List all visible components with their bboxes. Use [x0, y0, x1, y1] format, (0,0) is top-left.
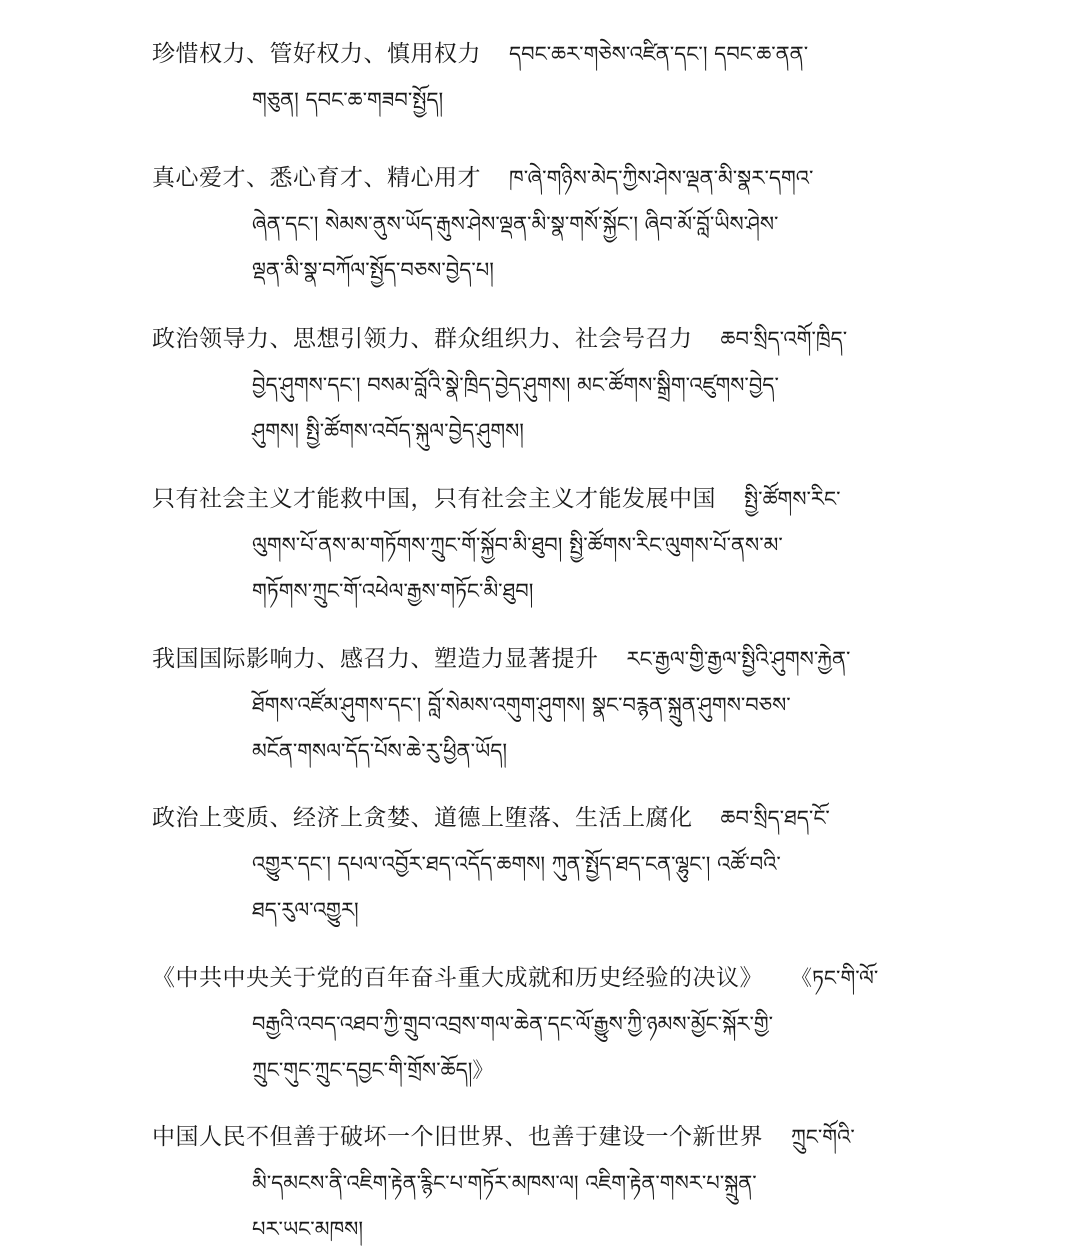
chinese-term: 只有社会主义才能救中国，只有社会主义才能发展中国 [152, 486, 716, 512]
entry-continuation-line [152, 408, 932, 454]
tibetan-translation-line: མངོན་གསལ་དོད་པོས་ཆེ་རུ་ཕྱིན་ཡོད། [252, 739, 508, 763]
entry-continuation-line [152, 728, 932, 774]
tibetan-translation-line: མི་དམངས་ནི་འཇིག་རྟེན་རྙིང་པ་གཏོར་མཁས་ལ། འཇིག་རྟེན་གསར་པ་སྐྲུན་ [252, 1171, 757, 1195]
tibetan-translation-line: ཀྲུང་གོའི་ [791, 1125, 855, 1149]
tibetan-translation-line: ཐོགས་འཛོམ་ཤུགས་དང་། བློ་སེམས་འགུག་ཤུགས། སྣང་བརྙན་སྐྲུན་ཤུགས་བཅས་ [252, 693, 791, 717]
entry-continuation-line [152, 1047, 932, 1093]
tibetan-translation-line: རང་རྒྱལ་གྱི་རྒྱལ་སྤྱིའི་ཤུགས་རྐྱེན་ [626, 647, 851, 671]
chinese-term: 政治领导力、思想引领力、群众组织力、社会号召力 [152, 326, 693, 352]
tibetan-translation-line: ཀྲུང་གུང་ཀྲུང་དབྱང་གི་གྲོས་ཆོད།》 [252, 1058, 494, 1082]
entry-continuation-line [152, 568, 932, 614]
entry-4 [152, 476, 932, 614]
tibetan-translation-line: ཐད་རུལ་འགྱུར། [252, 898, 359, 922]
entry-first-line [152, 31, 932, 77]
tibetan-translation-line: གཅུན། དབང་ཆ་གཟབ་སྤྱོད། [252, 88, 444, 112]
entry-first-line [152, 795, 932, 841]
entry-continuation-line [152, 247, 932, 293]
tibetan-translation-line: ཤུགས། སྤྱི་ཚོགས་འབོད་སྐུལ་བྱེད་ཤུགས། [252, 419, 524, 443]
entry-first-line [152, 316, 932, 362]
tibetan-translation-line: བྱེད་ཤུགས་དང་། བསམ་བློའི་སྣེ་ཁྲིད་བྱེད་ཤུགས། མང་ཚོགས་སྒྲིག་འཛུགས་བྱེད་ [252, 373, 779, 397]
entry-first-line [152, 476, 932, 522]
tibetan-translation-line: པར་ཡང་མཁས། [252, 1217, 363, 1241]
entry-continuation-line [152, 841, 932, 887]
tibetan-translation-line: ལྡན་མི་སྣ་བཀོལ་སྤྱོད་བཅས་བྱེད་པ། [252, 258, 494, 282]
tibetan-translation-line: ཁ་ཞེ་གཉིས་མེད་ཀྱིས་ཤེས་ལྡན་མི་སྣར་དགའ་ [509, 166, 814, 190]
entry-continuation-line [152, 1206, 932, 1252]
entry-3 [152, 316, 932, 454]
entry-continuation-line [152, 682, 932, 728]
chinese-term: 政治上变质、经济上贪婪、道德上堕落、生活上腐化 [152, 805, 693, 831]
tibetan-translation-line: ཆབ་སྲིད་འགོ་ཁྲིད་ [720, 327, 848, 351]
entry-continuation-line [152, 887, 932, 933]
entry-continuation-line [152, 77, 932, 123]
entry-5 [152, 636, 932, 774]
tibetan-translation-line: འགྱུར་དང་། དཔལ་འབྱོར་ཐད་འདོད་ཆགས། ཀུན་སྤྱོད་ཐད་ངན་ལྷུང་། འཚོ་བའི་ [252, 852, 781, 876]
entry-continuation-line [152, 362, 932, 408]
entry-7 [152, 955, 932, 1093]
tibetan-translation-line: དབང་ཆར་གཅེས་འཛིན་དང་། དབང་ཆ་ནན་ [509, 42, 809, 66]
entry-1 [152, 31, 932, 123]
tibetan-translation-line: བརྒྱའི་འབད་འཐབ་ཀྱི་གྲུབ་འབྲས་གལ་ཆེན་དང་ལོ་རྒྱུས་ཀྱི་ཉམས་མྱོང་སྐོར་གྱི་ [252, 1012, 774, 1036]
chinese-term: 《中共中央关于党的百年奋斗重大成就和历史经验的决议》 [152, 965, 763, 991]
entry-8 [152, 1114, 932, 1252]
entry-first-line [152, 155, 932, 201]
tibetan-translation-line: ལུགས་པོ་ནས་མ་གཏོགས་ཀྲུང་གོ་སྐྱོབ་མི་ཐུབ། སྤྱི་ཚོགས་རིང་ལུགས་པོ་ནས་མ་ [252, 533, 783, 557]
tibetan-translation-line: སྤྱི་ཚོགས་རིང་ [744, 487, 841, 511]
entry-first-line [152, 955, 932, 1001]
tibetan-translation-line: གཏོགས་ཀྲུང་གོ་འཕེལ་རྒྱས་གཏོང་མི་ཐུབ། [252, 579, 534, 603]
tibetan-translation-line: ཆབ་སྲིད་ཐད་ངོ་ [720, 806, 830, 830]
tibetan-translation-line: 《ཏང་གི་ལོ་ [791, 966, 879, 990]
entry-first-line [152, 636, 932, 682]
entry-continuation-line [152, 522, 932, 568]
chinese-term: 真心爱才、悉心育才、精心用才 [152, 165, 481, 191]
entry-continuation-line [152, 1001, 932, 1047]
chinese-term: 珍惜权力、管好权力、慎用权力 [152, 41, 481, 67]
entry-6 [152, 795, 932, 933]
entry-2 [152, 155, 932, 293]
chinese-term: 中国人民不但善于破坏一个旧世界、也善于建设一个新世界 [152, 1124, 763, 1150]
tibetan-translation-line: ཞེན་དང་། སེམས་ནུས་ཡོད་རྒུས་ཤེས་ལྡན་མི་སྣ་གསོ་སྐྱོང་། ཞིབ་མོ་བློ་ཡིས་ཤེས་ [252, 212, 779, 236]
entry-continuation-line [152, 201, 932, 247]
entry-continuation-line [152, 1160, 932, 1206]
entry-first-line [152, 1114, 932, 1160]
chinese-term: 我国国际影响力、感召力、塑造力显著提升 [152, 646, 599, 672]
